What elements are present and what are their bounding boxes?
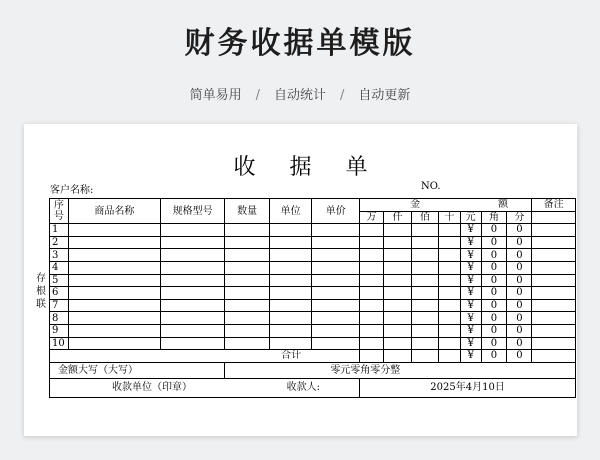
cell-shi[interactable] (438, 236, 460, 249)
cell-shi[interactable] (438, 261, 460, 274)
cell-price[interactable] (312, 261, 360, 274)
cell-spec[interactable] (161, 312, 225, 325)
cell-unit[interactable] (269, 261, 312, 274)
table-row (50, 236, 576, 249)
stub-char: 联 (36, 299, 46, 310)
table-header-row (50, 199, 576, 212)
cell-spec[interactable] (161, 274, 225, 287)
cell-fen[interactable]: 0 (507, 312, 532, 325)
cell-product[interactable] (68, 224, 160, 237)
cell-remark[interactable] (532, 249, 576, 262)
remark-subheader (532, 211, 576, 224)
stub-char: 根 (36, 286, 46, 297)
table-row (50, 274, 576, 287)
signature-row (50, 378, 576, 397)
cell-product[interactable] (68, 324, 160, 337)
cell-unit[interactable] (269, 236, 312, 249)
amount-in-words-label: 金额大写（大写） (50, 362, 225, 378)
cell-jiao[interactable]: 0 (481, 287, 507, 300)
cell-spec[interactable] (161, 236, 225, 249)
col-amount-header (360, 199, 532, 212)
receipt-table (49, 198, 576, 398)
cell-remark[interactable] (532, 299, 576, 312)
table-row (50, 299, 576, 312)
cell-spec[interactable] (161, 299, 225, 312)
cell-shi[interactable] (438, 324, 460, 337)
cell-wan[interactable] (360, 274, 384, 287)
cell-fen[interactable]: 0 (507, 249, 532, 262)
total-row (50, 350, 576, 363)
total-jiao: 0 (481, 350, 507, 363)
cell-jiao[interactable]: 0 (481, 249, 507, 262)
cell-shi[interactable] (438, 224, 460, 237)
cell-yuan[interactable]: ¥ (460, 274, 481, 287)
cell-fen[interactable]: 0 (507, 324, 532, 337)
cell-yuan[interactable]: ¥ (460, 224, 481, 237)
cell-wan[interactable] (360, 299, 384, 312)
cell-spec[interactable] (161, 287, 225, 300)
cell-wan[interactable] (360, 224, 384, 237)
cell-product[interactable] (68, 274, 160, 287)
cell-jiao[interactable]: 0 (481, 261, 507, 274)
table-row (50, 249, 576, 262)
cell-yuan[interactable]: ¥ (460, 287, 481, 300)
cell-spec[interactable] (161, 249, 225, 262)
stub-copy-label (33, 272, 49, 311)
cell-price[interactable] (312, 337, 360, 350)
feature-tag: 自动统计 (273, 88, 326, 103)
cell-shi[interactable] (438, 249, 460, 262)
cell-bai[interactable] (412, 312, 439, 325)
cell-product[interactable] (68, 249, 160, 262)
col-price-header: 单价 (312, 199, 360, 224)
cell-price[interactable] (312, 224, 360, 237)
feature-tags (0, 84, 600, 103)
cell-qty[interactable] (225, 274, 270, 287)
total-yuan: ¥ (460, 350, 481, 363)
total-bai (412, 350, 439, 363)
cell-jiao[interactable]: 0 (481, 337, 507, 350)
cell-spec[interactable] (161, 224, 225, 237)
cell-wan[interactable] (360, 261, 384, 274)
table-row (50, 337, 576, 350)
cell-unit[interactable] (269, 287, 312, 300)
digit-header: 佰 (412, 211, 439, 224)
cell-qian[interactable] (384, 236, 412, 249)
feature-tag: 自动更新 (358, 88, 411, 103)
digit-header: 元 (460, 211, 481, 224)
cell-product[interactable] (68, 287, 160, 300)
table-row (50, 224, 576, 237)
cell-jiao[interactable]: 0 (481, 312, 507, 325)
cell-qian[interactable] (384, 274, 412, 287)
cell-price[interactable] (312, 324, 360, 337)
total-qian (384, 350, 412, 363)
cell-yuan[interactable]: ¥ (460, 249, 481, 262)
cell-spec[interactable] (161, 261, 225, 274)
digit-header: 角 (481, 211, 507, 224)
cell-qian[interactable] (384, 324, 412, 337)
cell-bai[interactable] (412, 274, 439, 287)
cell-yuan[interactable]: ¥ (460, 236, 481, 249)
cell-jiao[interactable]: 0 (481, 324, 507, 337)
cell-unit[interactable] (269, 312, 312, 325)
cell-shi[interactable] (438, 337, 460, 350)
cell-qty[interactable] (225, 249, 270, 262)
cell-seq[interactable]: 2 (50, 236, 69, 249)
digit-header: 万 (360, 211, 384, 224)
cell-qty[interactable] (225, 287, 270, 300)
col-qty-header: 数量 (225, 199, 270, 224)
cell-product[interactable] (68, 312, 160, 325)
cell-qian[interactable] (384, 337, 412, 350)
tag-separator: / (255, 88, 260, 103)
total-wan (360, 350, 384, 363)
signature-cell (50, 378, 360, 397)
amount-header-left: 金 (410, 199, 421, 211)
cell-wan[interactable] (360, 287, 384, 300)
item-rows (50, 224, 576, 350)
cell-price[interactable] (312, 299, 360, 312)
col-unit-header: 单位 (269, 199, 312, 224)
cell-seq[interactable]: 8 (50, 312, 69, 325)
cell-qian[interactable] (384, 261, 412, 274)
cell-bai[interactable] (412, 249, 439, 262)
cell-qty[interactable] (225, 324, 270, 337)
cell-unit[interactable] (269, 299, 312, 312)
feature-tag: 简单易用 (189, 88, 242, 103)
digit-header: 仟 (384, 211, 412, 224)
cell-bai[interactable] (412, 324, 439, 337)
table-row (50, 287, 576, 300)
cell-qty[interactable] (225, 236, 270, 249)
total-label: 合计 (50, 350, 360, 363)
cell-fen[interactable]: 0 (507, 224, 532, 237)
cell-fen[interactable]: 0 (507, 287, 532, 300)
cell-fen[interactable]: 0 (507, 299, 532, 312)
total-fen: 0 (507, 350, 532, 363)
cell-product[interactable] (68, 337, 160, 350)
cell-spec[interactable] (161, 324, 225, 337)
col-product-header: 商品名称 (68, 199, 160, 224)
amount-in-words-row (50, 362, 576, 378)
cell-shi[interactable] (438, 299, 460, 312)
cell-remark[interactable] (532, 236, 576, 249)
digit-header: 十 (438, 211, 460, 224)
cell-price[interactable] (312, 249, 360, 262)
cell-jiao[interactable]: 0 (481, 299, 507, 312)
cell-fen[interactable]: 0 (507, 261, 532, 274)
digit-header: 分 (507, 211, 532, 224)
cell-qian[interactable] (384, 299, 412, 312)
total-shi (438, 350, 460, 363)
cell-qty[interactable] (225, 299, 270, 312)
payee-unit-label: 收款单位（印章） (112, 382, 192, 394)
cell-remark[interactable] (532, 337, 576, 350)
receipt-title: 收据单 (233, 155, 402, 180)
cell-seq[interactable]: 3 (50, 249, 69, 262)
page-title: 财务收据单模版 (184, 26, 416, 61)
cell-jiao[interactable]: 0 (481, 274, 507, 287)
cell-yuan[interactable]: ¥ (460, 299, 481, 312)
cell-seq[interactable]: 9 (50, 324, 69, 337)
table-row (50, 324, 576, 337)
cell-price[interactable] (312, 274, 360, 287)
cell-qty[interactable] (225, 312, 270, 325)
cell-seq[interactable]: 6 (50, 287, 69, 300)
cell-yuan[interactable]: ¥ (460, 312, 481, 325)
cell-spec[interactable] (161, 337, 225, 350)
cell-product[interactable] (68, 236, 160, 249)
cell-yuan[interactable]: ¥ (460, 261, 481, 274)
cell-price[interactable] (312, 287, 360, 300)
cell-qty[interactable] (225, 224, 270, 237)
cell-yuan[interactable]: ¥ (460, 337, 481, 350)
cell-jiao[interactable]: 0 (481, 236, 507, 249)
cell-product[interactable] (68, 261, 160, 274)
cell-unit[interactable] (269, 324, 312, 337)
cell-bai[interactable] (412, 299, 439, 312)
table-row (50, 312, 576, 325)
cell-seq[interactable]: 7 (50, 299, 69, 312)
cell-bai[interactable] (412, 261, 439, 274)
cell-qian[interactable] (384, 312, 412, 325)
payee-label: 收款人: (286, 382, 320, 394)
amount-in-words-value: 零元零角零分整 (225, 362, 576, 378)
cell-unit[interactable] (269, 274, 312, 287)
cell-unit[interactable] (269, 337, 312, 350)
amount-header-right: 额 (498, 199, 509, 211)
cell-wan[interactable] (360, 337, 384, 350)
col-remark-header: 备注 (532, 199, 576, 212)
receipt-date: 2025年4月10日 (360, 378, 576, 397)
receipt-sheet (24, 124, 577, 436)
total-remark (532, 350, 576, 363)
cell-qian[interactable] (384, 249, 412, 262)
cell-fen[interactable]: 0 (507, 274, 532, 287)
cell-wan[interactable] (360, 312, 384, 325)
stub-char: 存 (36, 273, 46, 284)
cell-product[interactable] (68, 299, 160, 312)
cell-bai[interactable] (412, 287, 439, 300)
customer-name-label: 客户名称: (50, 185, 94, 196)
cell-shi[interactable] (438, 287, 460, 300)
cell-qian[interactable] (384, 224, 412, 237)
cell-remark[interactable] (532, 287, 576, 300)
cell-bai[interactable] (412, 224, 439, 237)
cell-seq[interactable]: 4 (50, 261, 69, 274)
cell-seq[interactable]: 5 (50, 274, 69, 287)
cell-qty[interactable] (225, 261, 270, 274)
cell-qian[interactable] (384, 287, 412, 300)
tag-separator: / (340, 88, 345, 103)
cell-yuan[interactable]: ¥ (460, 324, 481, 337)
cell-wan[interactable] (360, 324, 384, 337)
cell-bai[interactable] (412, 337, 439, 350)
cell-remark[interactable] (532, 324, 576, 337)
cell-remark[interactable] (532, 274, 576, 287)
col-seq-header: 序号 (50, 199, 69, 224)
cell-remark[interactable] (532, 261, 576, 274)
cell-jiao[interactable]: 0 (481, 224, 507, 237)
cell-unit[interactable] (269, 224, 312, 237)
cell-seq[interactable]: 1 (50, 224, 69, 237)
cell-price[interactable] (312, 312, 360, 325)
cell-remark[interactable] (532, 312, 576, 325)
cell-unit[interactable] (269, 249, 312, 262)
cell-seq[interactable]: 10 (50, 337, 69, 350)
cell-shi[interactable] (438, 274, 460, 287)
cell-wan[interactable] (360, 249, 384, 262)
col-spec-header: 规格型号 (161, 199, 225, 224)
receipt-number-label: NO. (421, 181, 441, 192)
cell-remark[interactable] (532, 224, 576, 237)
cell-shi[interactable] (438, 312, 460, 325)
cell-fen[interactable]: 0 (507, 337, 532, 350)
table-row (50, 261, 576, 274)
cell-bai[interactable] (412, 236, 439, 249)
cell-fen[interactable]: 0 (507, 236, 532, 249)
cell-wan[interactable] (360, 236, 384, 249)
cell-qty[interactable] (225, 337, 270, 350)
cell-price[interactable] (312, 236, 360, 249)
